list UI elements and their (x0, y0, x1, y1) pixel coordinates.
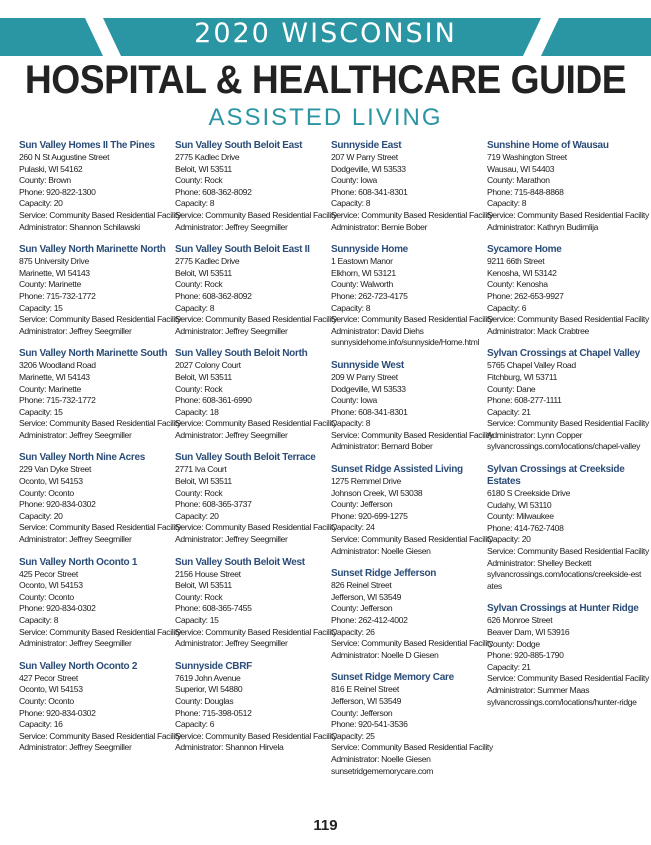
facility-detail-line: Service: Community Based Residential Facility (331, 209, 493, 220)
facility-detail-line: County: Iowa (331, 175, 377, 186)
facility-detail-line: Capacity: 18 (175, 406, 219, 417)
banner-title: 2020 WISCONSIN (194, 18, 457, 49)
facility-detail-line: Phone: 920-834-0302 (19, 603, 96, 614)
facility-entry (175, 660, 337, 754)
facility-detail-line: County: Kenosha (487, 279, 548, 290)
facility-detail-line: Phone: 608-361-6990 (175, 395, 252, 406)
facility-detail-line: County: Douglas (175, 695, 234, 706)
facility-detail-line: Capacity: 15 (175, 615, 219, 625)
facility-detail-line: Phone: 715-848-8868 (487, 186, 564, 197)
listing-column (331, 140, 493, 788)
facility-detail-line: Service: Community Based Residential Facility (175, 209, 337, 220)
facility-entry (19, 452, 181, 545)
facility-name: Sun Valley North Oconto 1 (19, 556, 138, 568)
facility-detail-line: Service: Community Based Residential Facility (487, 546, 649, 557)
facility-detail-line: Phone: 608-362-8092 (175, 290, 252, 301)
facility-detail-line: Phone: 920-541-3536 (331, 719, 408, 730)
facility-detail-line: Capacity: 21 (487, 661, 531, 672)
facility-detail-line: Fitchburg, WI 53711 (487, 371, 558, 382)
facility-detail-line: County: Iowa (331, 395, 377, 406)
facility-detail-line: Phone: 608-341-8301 (331, 186, 408, 197)
facility-name: Sun Valley Homes II The Pines (19, 140, 155, 151)
facility-detail-line: 425 Pecor Street (19, 568, 78, 579)
header-banner (0, 0, 651, 56)
facility-detail-line: Capacity: 20 (19, 198, 63, 209)
facility-detail-line: 826 Reinel Street (331, 580, 392, 591)
facility-name: Sun Valley North Marinette North (19, 244, 166, 256)
facility-detail-line: Capacity: 8 (331, 198, 371, 209)
facility-name: Sunset Ridge Jefferson (331, 568, 437, 580)
facility-detail-line: sunnysidehome.info/sunnyside/Home.html (331, 337, 480, 348)
facility-detail-line: 1 Eastown Manor (331, 256, 393, 267)
facility-name: Sun Valley North Nine Acres (19, 452, 146, 464)
facility-entry (331, 568, 493, 661)
facility-detail-line: County: Milwaukee (487, 511, 554, 522)
facility-detail-line: Service: Community Based Residential Facility (19, 730, 181, 741)
facility-detail-line: Beaver Dam, WI 53916 (487, 627, 570, 637)
facility-detail-line: Elkhorn, WI 53121 (331, 267, 396, 278)
facility-entry (331, 464, 493, 557)
facility-detail-line: Administrator: Jeffrey Seegmiller (19, 638, 132, 649)
facility-detail-line: Capacity: 24 (331, 522, 375, 533)
facility-detail-line: Administrator: Jeffrey Seegmiller (19, 742, 132, 753)
facility-name: Sun Valley South Beloit North (175, 348, 308, 360)
facility-detail-line: Phone: 608-277-1111 (487, 395, 562, 406)
facility-detail-line: Phone: 608-365-3737 (175, 499, 252, 510)
facility-detail-line: Jefferson, WI 53549 (331, 695, 402, 706)
facility-detail-line: Dodgeville, WI 53533 (331, 163, 406, 174)
facility-detail-line: Phone: 920-834-0302 (19, 707, 96, 718)
facility-detail-line: 626 Monroe Street (487, 615, 553, 626)
facility-detail-line: County: Marinette (19, 279, 81, 290)
facility-entry (331, 244, 493, 349)
facility-name: Sunset Ridge Memory Care (331, 672, 454, 684)
facility-detail-line: 229 Van Dyke Street (19, 464, 92, 475)
facility-name: Sylvan Crossings at Hunter Ridge (487, 603, 639, 615)
facility-detail-line: County: Oconto (19, 591, 74, 602)
facility-detail-line: Capacity: 20 (175, 510, 219, 521)
facility-detail-line: 9211 66th Street (487, 256, 545, 267)
facility-detail-line: Service: Community Based Residential Facility (175, 730, 337, 741)
facility-detail-line: Service: Community Based Residential Facility (19, 314, 181, 325)
facility-entry (175, 244, 337, 337)
facility-detail-line: County: Marinette (19, 383, 81, 394)
facility-detail-line: Johnson Creek, WI 53038 (331, 487, 423, 498)
facility-detail-line: Phone: 715-732-1772 (19, 395, 96, 406)
facility-detail-line: Capacity: 21 (487, 406, 531, 417)
facility-detail-line: Phone: 608-341-8301 (331, 406, 408, 417)
facility-detail-line: Oconto, WI 54153 (19, 684, 83, 695)
facility-detail-line: Administrator: Jeffrey Seegmiller (19, 325, 132, 336)
facility-detail-line: Phone: 262-653-9927 (487, 290, 564, 301)
facility-detail-line: Phone: 715-732-1772 (19, 290, 96, 301)
facility-entry (19, 348, 181, 441)
facility-detail-line: Capacity: 8 (487, 198, 527, 209)
facility-detail-line: Administrator: Jeffrey Seegmiller (175, 325, 288, 336)
facility-detail-line: Kenosha, WI 53142 (487, 267, 557, 278)
facility-detail-line: Administrator: Shelley Beckett (487, 557, 592, 568)
facility-entry (331, 672, 493, 777)
facility-detail-line: Phone: 262-412-4002 (331, 615, 408, 625)
facility-entry (487, 244, 649, 337)
listing-column (487, 140, 649, 788)
facility-detail-line: Service: Community Based Residential Facility (175, 626, 337, 637)
facility-detail-line: Administrator: Bernard Bober (331, 441, 433, 452)
facility-detail-line: Service: Community Based Residential Facility (175, 314, 337, 325)
facility-detail-line: Service: Community Based Residential Facility (331, 429, 493, 440)
facility-detail-line: Capacity: 25 (331, 730, 375, 741)
facility-detail-line: Service: Community Based Residential Facility (331, 534, 493, 545)
facility-detail-line: Service: Community Based Residential Facility (487, 209, 649, 220)
facility-detail-line: County: Rock (175, 591, 223, 602)
facility-detail-line: Administrator: Shannon Schilawski (19, 221, 140, 232)
facility-detail-line: sylvancrossings.com/locations/creekside-estates (487, 569, 642, 591)
facility-entry (175, 556, 337, 650)
facility-detail-line: Superior, WI 54880 (175, 684, 243, 695)
listing-columns (19, 140, 649, 788)
facility-detail-line: Beloit, WI 53511 (175, 371, 232, 382)
facility-detail-line: Service: Community Based Residential Facility (19, 418, 181, 429)
facility-entry (19, 556, 181, 650)
facility-detail-line: 2771 Iva Court (175, 464, 227, 475)
facility-detail-line: Service: Community Based Residential Facility (331, 638, 493, 649)
facility-detail-line: Service: Community Based Residential Facility (487, 418, 649, 429)
facility-detail-line: Administrator: Lynn Copper (487, 429, 583, 440)
facility-detail-line: Oconto, WI 54153 (19, 476, 83, 487)
facility-detail-line: Service: Community Based Residential Facility (175, 522, 337, 533)
facility-detail-line: County: Rock (175, 279, 223, 290)
facility-detail-line: County: Dane (487, 383, 536, 394)
facility-detail-line: Capacity: 15 (19, 406, 63, 417)
facility-detail-line: Oconto, WI 54153 (19, 580, 83, 591)
facility-detail-line: sylvancrossings.com/locations/chapel-valley (487, 441, 641, 452)
facility-name: Sunnyside CBRF (175, 660, 252, 672)
facility-detail-line: sunsetridgememorycare.com (331, 765, 434, 776)
facility-name: Sun Valley South Beloit West (175, 556, 305, 568)
facility-detail-line: Capacity: 6 (487, 302, 527, 313)
facility-entry (175, 348, 337, 441)
facility-detail-line: County: Oconto (19, 487, 74, 498)
facility-detail-line: 816 E Reinel Street (331, 684, 399, 695)
facility-detail-line: Beloit, WI 53511 (175, 163, 232, 174)
facility-detail-line: Service: Community Based Residential Facility (19, 209, 181, 220)
facility-detail-line: 5765 Chapel Valley Road (487, 360, 576, 371)
facility-detail-line: Capacity: 8 (331, 302, 371, 313)
facility-detail-line: Administrator: Jeffrey Seegmiller (175, 429, 288, 440)
facility-detail-line: Phone: 414-762-7408 (487, 522, 564, 533)
facility-detail-line: Marinette, WI 54143 (19, 371, 90, 382)
facility-detail-line: 875 University Drive (19, 256, 89, 267)
facility-detail-line: Capacity: 16 (19, 719, 63, 730)
facility-detail-line: Capacity: 6 (175, 719, 215, 730)
facility-detail-line: Administrator: Bernie Bober (331, 221, 428, 232)
facility-detail-line: County: Rock (175, 175, 223, 186)
facility-detail-line: 3206 Woodland Road (19, 360, 96, 371)
facility-detail-line: Administrator: Jeffrey Seegmiller (175, 221, 288, 232)
facility-detail-line: Wausau, WI 54403 (487, 163, 555, 174)
facility-detail-line: Service: Community Based Residential Facility (487, 673, 649, 684)
facility-detail-line: 2027 Colony Court (175, 360, 241, 371)
facility-detail-line: Administrator: Noelle Giesen (331, 545, 431, 556)
facility-entry (175, 452, 337, 545)
facility-name: Sycamore Home (487, 244, 562, 256)
facility-detail-line: Phone: 920-699-1275 (331, 510, 408, 521)
facility-detail-line: Service: Community Based Residential Facility (331, 742, 493, 753)
facility-detail-line: County: Brown (19, 175, 71, 186)
facility-detail-line: Dodgeville, WI 53533 (331, 383, 406, 394)
facility-detail-line: 7619 John Avenue (175, 672, 241, 683)
facility-detail-line: County: Dodge (487, 638, 540, 649)
facility-detail-line: Phone: 608-365-7455 (175, 603, 252, 614)
facility-entry (487, 603, 649, 708)
facility-detail-line: Administrator: Kathryn Budimlija (487, 221, 599, 232)
facility-detail-line: Service: Community Based Residential Facility (331, 314, 493, 325)
facility-name: Sunnyside East (331, 140, 402, 151)
listing-column (175, 140, 337, 788)
facility-detail-line: 1275 Remmel Drive (331, 476, 401, 487)
facility-detail-line: 6180 S Creekside Drive (487, 488, 571, 499)
facility-detail-line: Service: Community Based Residential Facility (19, 626, 181, 637)
facility-detail-line: Service: Community Based Residential Facility (175, 418, 337, 429)
facility-detail-line: County: Oconto (19, 695, 74, 706)
facility-detail-line: Capacity: 20 (487, 534, 531, 545)
facility-detail-line: Capacity: 8 (19, 615, 59, 625)
page-number: 119 (313, 817, 338, 834)
facility-entry (175, 140, 337, 233)
facility-name: Sylvan Crossings at Creekside Estates (487, 464, 625, 488)
listing-column (19, 140, 181, 788)
facility-detail-line: Administrator: Summer Maas (487, 684, 590, 695)
facility-detail-line: Capacity: 8 (175, 302, 215, 313)
facility-detail-line: Administrator: David Diehs (331, 325, 424, 336)
facility-detail-line: Administrator: Noelle Giesen (331, 753, 431, 764)
facility-detail-line: 209 W Parry Street (331, 371, 398, 382)
section-subtitle: ASSISTED LIVING (208, 104, 443, 131)
facility-detail-line: sylvancrossings.com/locations/hunter-ridge (487, 696, 637, 707)
facility-detail-line: Administrator: Jeffrey Seegmiller (175, 534, 288, 545)
facility-name: Sun Valley South Beloit East II (175, 244, 310, 256)
facility-detail-line: Phone: 920-885-1790 (487, 650, 564, 661)
facility-detail-line: Pulaski, WI 54162 (19, 163, 83, 174)
facility-entry (487, 140, 649, 233)
facility-detail-line: County: Jefferson (331, 603, 393, 614)
facility-name: Sunset Ridge Assisted Living (331, 464, 463, 476)
facility-detail-line: Capacity: 26 (331, 626, 375, 637)
facility-detail-line: Jefferson, WI 53549 (331, 591, 402, 602)
facility-detail-line: Administrator: Noelle D Giesen (331, 649, 439, 660)
facility-detail-line: Administrator: Mack Crabtree (487, 325, 589, 336)
facility-detail-line: 207 W Parry Street (331, 152, 398, 162)
facility-name: Sylvan Crossings at Chapel Valley (487, 348, 640, 360)
facility-detail-line: 2775 Kadlec Drive (175, 152, 240, 162)
facility-detail-line: Capacity: 8 (175, 198, 215, 209)
facility-name: Sun Valley South Beloit Terrace (175, 452, 316, 464)
facility-detail-line: County: Jefferson (331, 499, 393, 510)
facility-name: Sun Valley North Marinette South (19, 348, 168, 360)
facility-name: Sunnyside Home (331, 244, 408, 256)
facility-detail-line: County: Walworth (331, 279, 393, 290)
facility-detail-line: Administrator: Jeffrey Seegmiller (175, 638, 288, 649)
facility-detail-line: Administrator: Jeffrey Seegmiller (19, 429, 132, 440)
facility-detail-line: County: Rock (175, 487, 223, 498)
facility-detail-line: 260 N St Augustine Street (19, 152, 110, 162)
facility-detail-line: Phone: 920-834-0302 (19, 499, 96, 510)
facility-name: Sun Valley North Oconto 2 (19, 660, 138, 672)
facility-entry (331, 359, 493, 453)
facility-detail-line: County: Marathon (487, 175, 550, 186)
facility-detail-line: 2156 House Street (175, 568, 241, 579)
facility-detail-line: 427 Pecor Street (19, 672, 78, 683)
facility-detail-line: Beloit, WI 53511 (175, 267, 232, 278)
page-title: HOSPITAL & HEALTHCARE GUIDE (24, 58, 627, 102)
facility-detail-line: Capacity: 20 (19, 510, 63, 521)
facility-detail-line: Phone: 715-398-0512 (175, 707, 252, 718)
facility-name: Sunshine Home of Wausau (487, 140, 609, 151)
facility-detail-line: Phone: 262-723-4175 (331, 290, 408, 301)
facility-detail-line: Phone: 920-822-1300 (19, 186, 96, 197)
facility-entry (487, 348, 649, 453)
facility-detail-line: Phone: 608-362-8092 (175, 186, 252, 197)
facility-detail-line: Cudahy, WI 53110 (487, 499, 552, 510)
facility-detail-line: Marinette, WI 54143 (19, 267, 90, 278)
facility-detail-line: Capacity: 15 (19, 302, 63, 313)
facility-entry (19, 140, 181, 233)
facility-detail-line: County: Rock (175, 383, 223, 394)
facility-entry (331, 140, 493, 233)
facility-detail-line: Beloit, WI 53511 (175, 476, 232, 487)
facility-detail-line: 2775 Kadlec Drive (175, 256, 240, 267)
facility-detail-line: Service: Community Based Residential Facility (19, 522, 181, 533)
facility-detail-line: 719 Washington Street (487, 152, 567, 162)
facility-entry (19, 660, 181, 754)
facility-detail-line: Service: Community Based Residential Facility (487, 314, 649, 325)
facility-detail-line: Beloit, WI 53511 (175, 580, 232, 591)
facility-detail-line: Administrator: Jeffrey Seegmiller (19, 534, 132, 545)
facility-detail-line: Capacity: 8 (331, 418, 371, 429)
facility-name: Sun Valley South Beloit East (175, 140, 303, 151)
facility-entry (19, 244, 181, 337)
facility-detail-line: County: Jefferson (331, 707, 393, 718)
facility-entry (487, 464, 649, 592)
facility-detail-line: Administrator: Shannon Hirvela (175, 742, 284, 753)
facility-name: Sunnyside West (331, 359, 404, 371)
